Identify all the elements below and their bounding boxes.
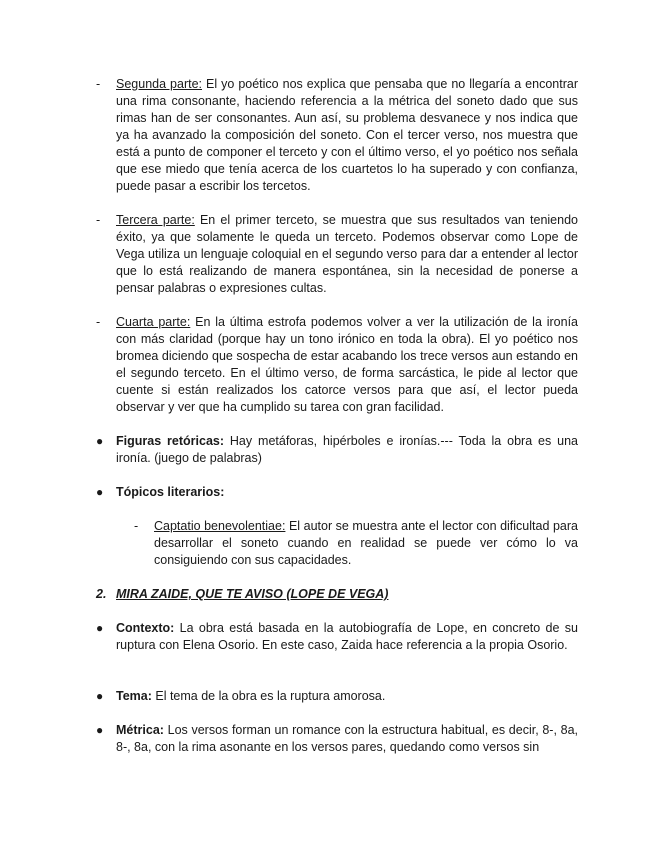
bullet-marker: ● (96, 485, 104, 499)
dash-marker: - (96, 213, 101, 227)
item-label: Tercera parte: (116, 213, 195, 227)
item-label: Tema: (116, 689, 152, 703)
dash-marker: - (134, 519, 139, 533)
paragraph (116, 314, 578, 416)
item-label: Cuarta parte: (116, 315, 191, 329)
paragraph (116, 688, 578, 705)
item-label: Métrica: (116, 723, 164, 737)
dash-marker: - (96, 315, 101, 329)
item-text: El yo poético nos explica que pensaba que no llegaría a encontrar una rima consonante, haciendo referencia a la métrica del soneto dado que sus rimas han de ser consonantes. Aun así, su problema desvanece y nos indica que ya ha avanzado la composición del soneto. Con el tercer verso, nos muestra que está a punto de componer el terceto y con el último verso, el yo poético nos señala que ese miedo que tenía acerca de los cuartetos lo ha superado y con confianza, puede pasar a escribir los tercetos. (116, 77, 578, 193)
paragraph (116, 212, 578, 297)
item-label: Captatio benevolentiae: (154, 519, 286, 533)
item-label: Figuras retóricas: (116, 434, 225, 448)
item-text: En la última estrofa podemos volver a ver la utilización de la ironía con más claridad (porque hay un tono irónico en toda la obra). El yo poético nos bromea diciendo que sospecha de estar acabando los trece versos aun estando en el segundo terceto. En el último verso, de forma sarcástica, le pide al lector que cuente si están realizados los catorce versos para que así, el lector pueda observar y ver que ha cumplido su tarea con gran facilidad. (116, 315, 578, 414)
item-text: El tema de la obra es la ruptura amorosa. (151, 689, 386, 703)
item-label: Contexto: (116, 621, 175, 635)
paragraph (116, 484, 578, 501)
paragraph (116, 620, 578, 654)
item-text: La obra está basada en la autobiografía de Lope, en concreto de su ruptura con Elena Osorio. En este caso, Zaida hace referencia a la propia Osorio. (116, 621, 578, 652)
paragraph (154, 518, 578, 569)
bullet-marker: ● (96, 723, 104, 737)
bullet-marker: ● (96, 621, 104, 635)
section-number: 2. (96, 587, 107, 601)
section-title: MIRA ZAIDE, QUE TE AVISO (LOPE DE VEGA) (116, 587, 389, 601)
bullet-marker: ● (96, 434, 104, 448)
item-label: Tópicos literarios: (116, 485, 225, 499)
item-text: Los versos forman un romance con la estructura habitual, es decir, 8-, 8a, 8-, 8a, con la rima asonante en los versos pares, quedando como versos sin (116, 723, 578, 754)
dash-marker: - (96, 77, 101, 91)
paragraph (116, 722, 578, 756)
item-label: Segunda parte: (116, 77, 203, 91)
item-text: En el primer terceto, se muestra que sus resultados van teniendo éxito, ya que solamente le queda un terceto. Podemos observar como Lope de Vega utiliza un lenguaje coloquial en el segundo verso para dar a entender al lector que lo está realizando de manera espontánea, sin la necesidad de ponerse a pensar palabras o expresiones cultas. (116, 213, 578, 295)
bullet-marker: ● (96, 689, 104, 703)
paragraph (116, 76, 578, 195)
paragraph (116, 433, 578, 467)
item-text: El autor se muestra ante el lector con dificultad para desarrollar el soneto cuando en realidad se puede ver cómo lo va consiguiendo con sus capacidades. (154, 519, 578, 567)
item-text: Hay metáforas, hipérboles e ironías.--- Toda la obra es una ironía. (juego de palabras) (116, 434, 578, 465)
